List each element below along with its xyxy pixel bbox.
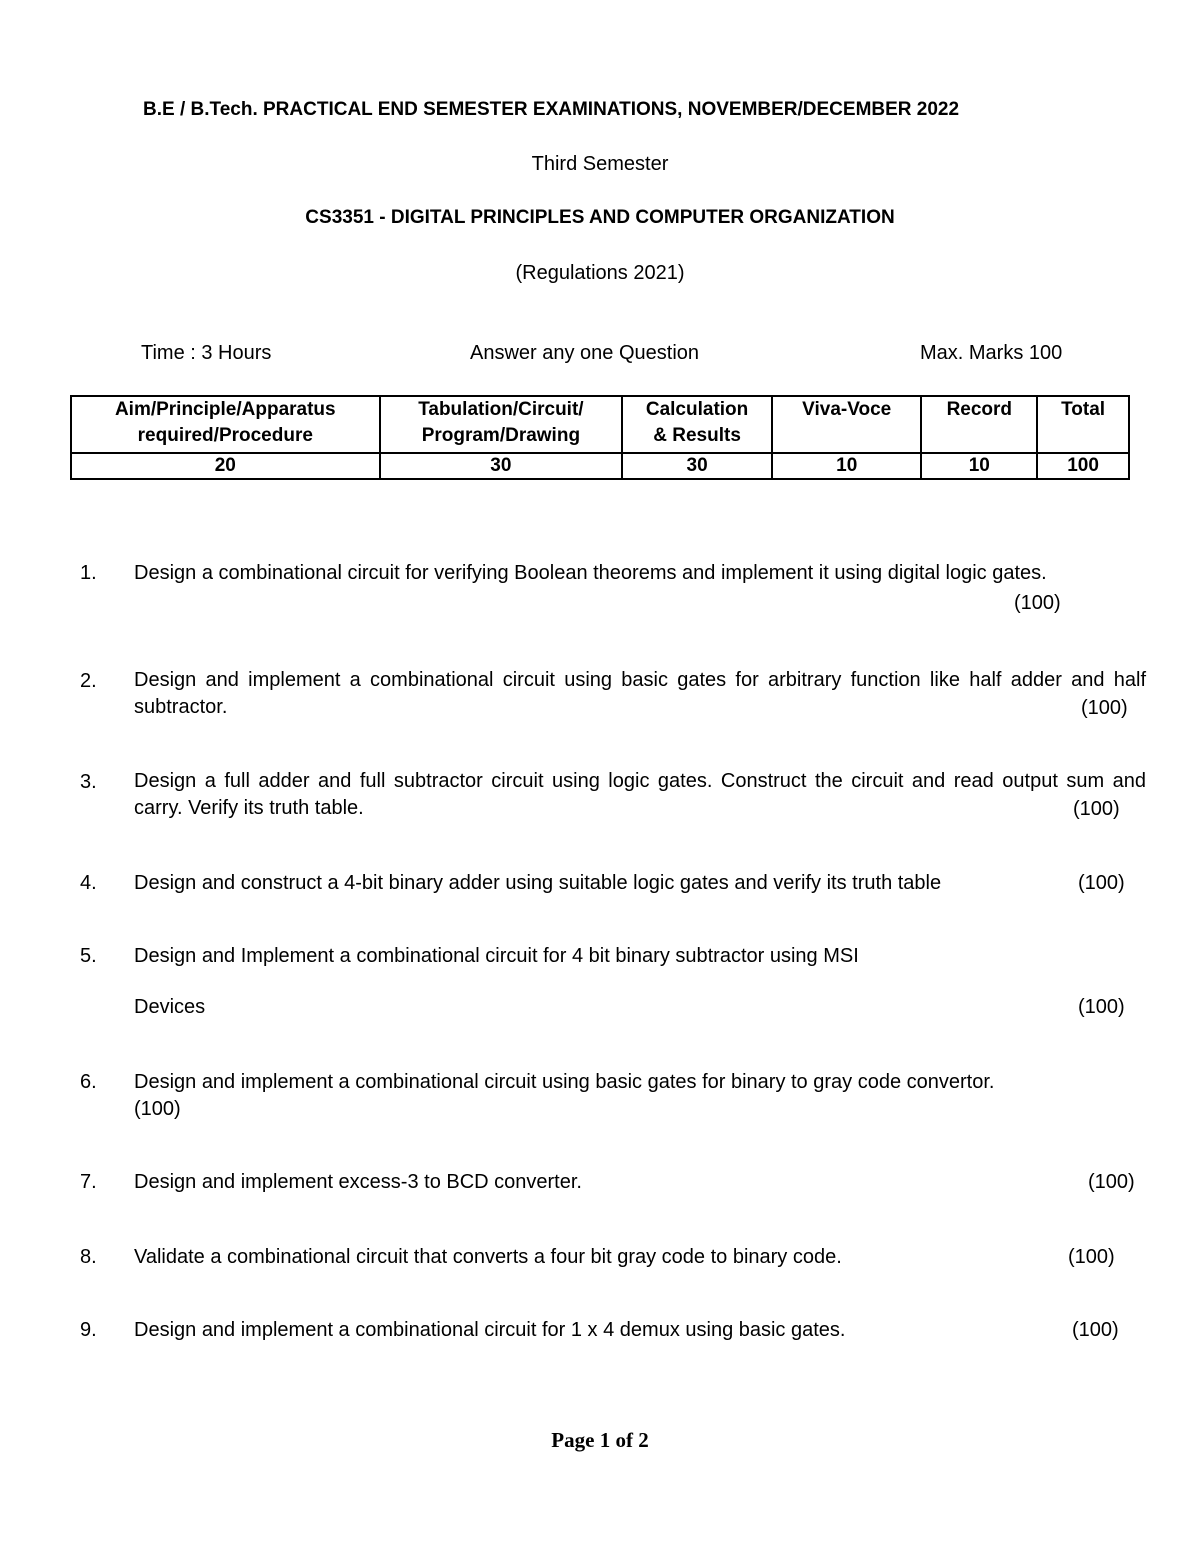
value-aim-procedure: 20 (71, 453, 380, 479)
header-line: Record (946, 399, 1013, 420)
question-number: 7. (80, 1171, 97, 1193)
header-line: Viva-Voce (802, 399, 892, 420)
question-item (80, 1068, 1146, 1126)
header-line: & Results (653, 425, 741, 446)
header-line: Aim/Principle/Apparatus (114, 399, 336, 420)
question-number: 4. (80, 872, 97, 894)
exam-title: B.E / B.Tech. PRACTICAL END SEMESTER EXAMINATIONS, NOVEMBER/DECEMBER 2022 (143, 99, 960, 120)
exam-instruction: Answer any one Question (470, 342, 700, 364)
exam-duration: Time : 3 Hours (141, 342, 272, 364)
value-total: 100 (1037, 453, 1129, 479)
page-indicator (0, 1428, 1200, 1453)
value-tabulation-circuit: 30 (380, 453, 623, 479)
question-number: 6. (80, 1071, 97, 1093)
question-marks: (100) (1078, 872, 1125, 894)
question-marks: (100) (1068, 1246, 1115, 1268)
value-viva-voce: 10 (772, 453, 921, 479)
question-item (80, 559, 1146, 621)
header-total (1037, 396, 1129, 453)
question-marks: (100) (1014, 592, 1061, 614)
question-number: 5. (80, 945, 97, 967)
question-marks: (100) (1078, 996, 1125, 1018)
value-record: 10 (921, 453, 1037, 479)
question-text: Design a combinational circuit for verifying Boolean theorems and implement it using digital logic gates. (134, 562, 1047, 584)
question-item (80, 1316, 1146, 1346)
page-word: Page (551, 1428, 595, 1452)
question-marks: (100) (134, 1098, 181, 1120)
header-aim-procedure (71, 396, 380, 453)
header-line: Tabulation/Circuit/ (418, 399, 584, 420)
question-text: Design and Implement a combinational circuit for 4 bit binary subtractor using MSI (134, 945, 859, 967)
header-tabulation-circuit (380, 396, 623, 453)
page-current: 1 (599, 1428, 611, 1452)
question-number: 2. (80, 670, 97, 692)
header-line: Program/Drawing (421, 425, 581, 446)
header-record (921, 396, 1037, 453)
regulations-label: (Regulations 2021) (515, 262, 685, 284)
question-text: Validate a combinational circuit that converts a four bit gray code to binary code. (134, 1246, 842, 1268)
question-item (80, 1243, 1146, 1273)
marks-table-header-row (71, 396, 1129, 453)
header-calculation-results (622, 396, 772, 453)
marks-table-values-row (71, 453, 1129, 479)
question-number: 9. (80, 1319, 97, 1341)
question-item (80, 768, 1146, 826)
question-marks: (100) (1072, 1319, 1119, 1341)
max-marks: Max. Marks 100 (920, 342, 1063, 364)
header-line: Total (1061, 399, 1106, 420)
question-item (80, 667, 1146, 725)
question-text: Design and implement a combinational circuit using basic gates for binary to gray code convertor. (134, 1071, 995, 1093)
semester-label: Third Semester (531, 153, 669, 175)
question-number: 8. (80, 1246, 97, 1268)
question-item (80, 869, 1146, 899)
page-total: 2 (638, 1428, 649, 1452)
question-text: Design and construct a 4-bit binary adder using suitable logic gates and verify its truth table (134, 872, 942, 894)
header-line: required/Procedure (137, 425, 313, 446)
question-marks: (100) (1073, 798, 1120, 820)
question-text: Design and implement a combinational circuit for 1 x 4 demux using basic gates. (134, 1319, 846, 1341)
marks-distribution-table (70, 395, 1130, 480)
question-item (80, 1168, 1146, 1198)
question-text: Design and implement a combinational circuit using basic gates for arbitrary function like half adder and half subtractor. (134, 669, 1146, 718)
question-text: Design a full adder and full subtractor circuit using logic gates. Construct the circuit and read output sum and carry. Verify its truth table. (134, 770, 1146, 819)
question-text: Design and implement excess-3 to BCD converter. (134, 1171, 582, 1193)
question-text-continuation: Devices (134, 996, 206, 1018)
question-number: 3. (80, 771, 97, 793)
value-calculation-results: 30 (622, 453, 772, 479)
question-number: 1. (80, 562, 97, 584)
course-title: CS3351 - DIGITAL PRINCIPLES AND COMPUTER ORGANIZATION (305, 207, 895, 228)
question-item (80, 942, 1146, 1022)
of-word: of (615, 1428, 633, 1452)
header-line: Calculation (645, 399, 749, 420)
header-viva-voce (772, 396, 921, 453)
question-marks: (100) (1081, 697, 1128, 719)
question-marks: (100) (1088, 1171, 1135, 1193)
